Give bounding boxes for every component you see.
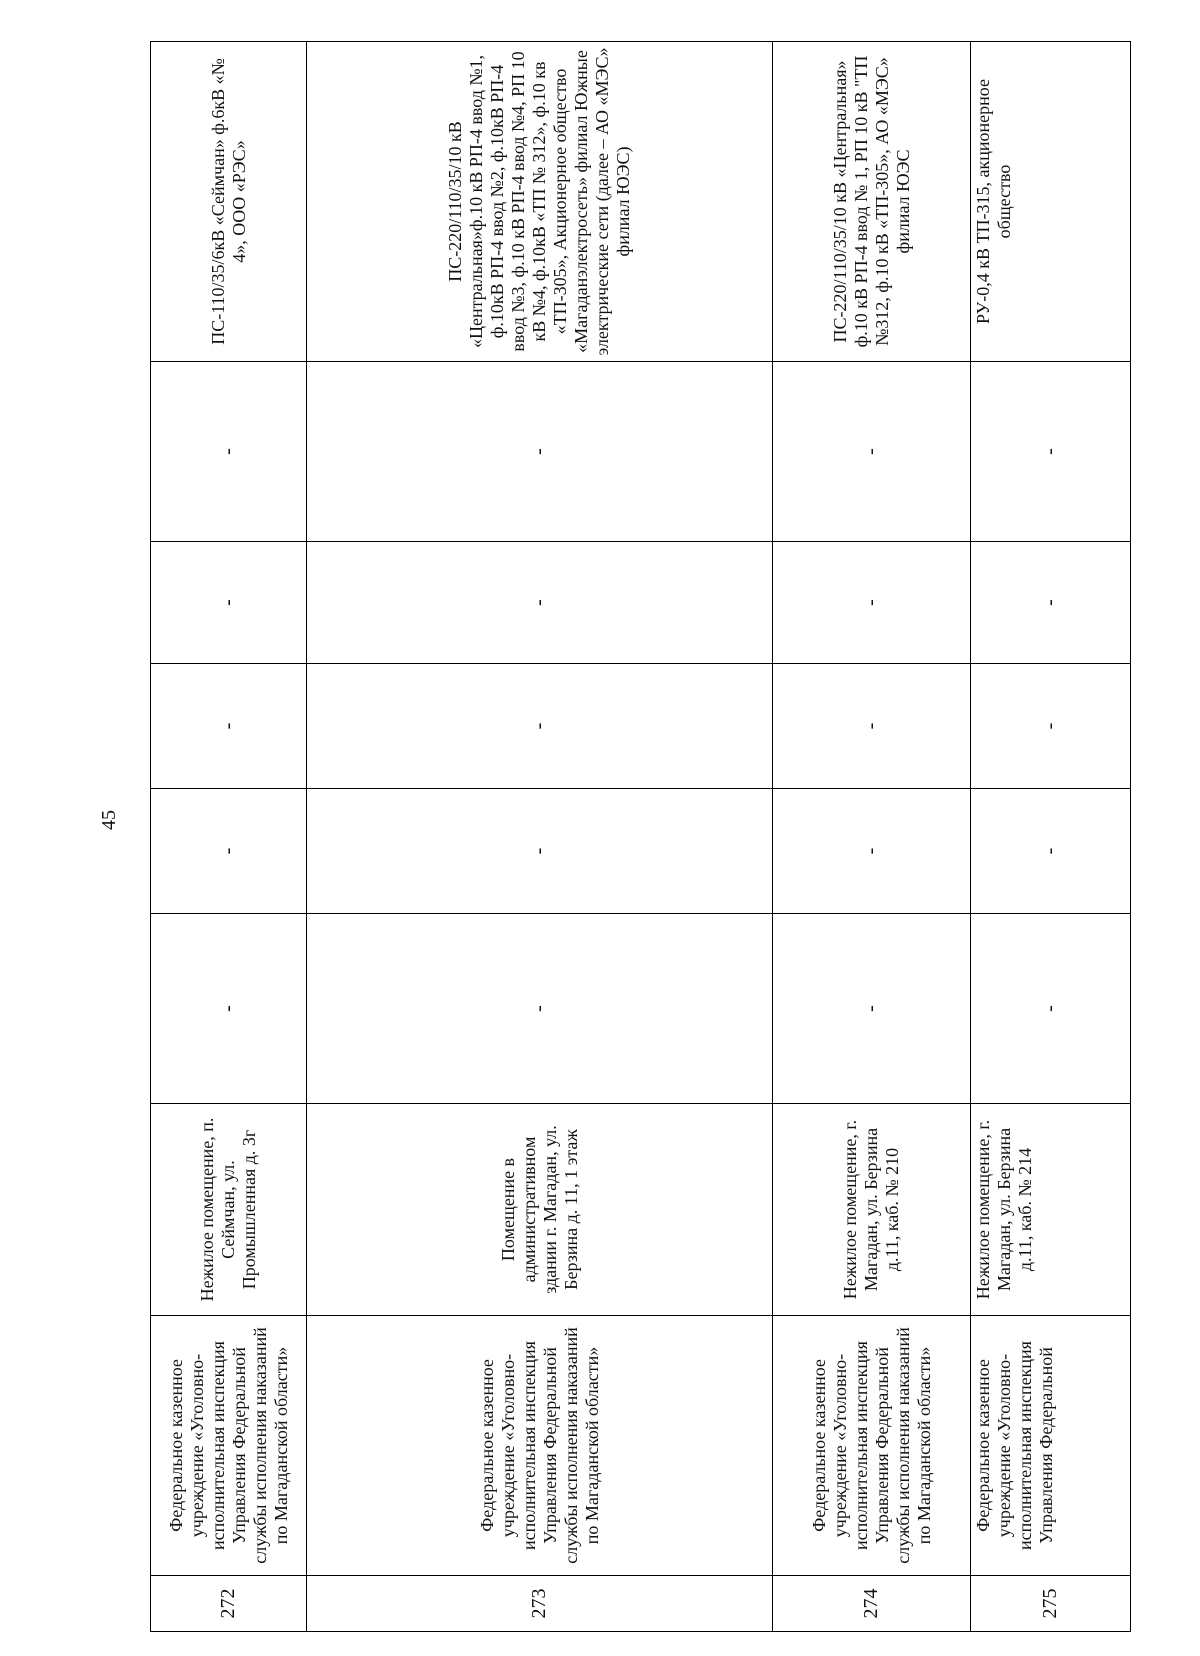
premises-cell: Нежилое помещение, г. Магадан, ул. Берзина д.11, каб. № 214 bbox=[971, 1104, 1131, 1316]
row-number: 274 bbox=[773, 1576, 971, 1632]
page-number: 45 bbox=[98, 810, 120, 830]
dash-cell: - bbox=[151, 914, 307, 1104]
dash-cell: - bbox=[151, 789, 307, 914]
power-source-cell: ПС-110/35/6кВ «Сеймчан» ф.6кВ «№ 4», ООО «РЭС» bbox=[151, 42, 307, 362]
dash-cell: - bbox=[307, 542, 773, 664]
power-source-cell: ПС-220/110/35/10 кВ «Центральная»ф.10 кВ РП-4 ввод №1, ф.10кВ РП-4 ввод №2, ф.10кВ РП-4 ввод №3, ф.10 кВ РП-4 ввод №4, РП 10 кВ №4, ф.10кВ «ТП № 312», ф.10 кв «ТП-305», Акционерное общество «Магаданэлектросеть» филиал Южные электрические сети (далее – АО «МЭС» филиал ЮЭС) bbox=[307, 42, 773, 362]
power-source-cell: РУ-0,4 кВ ТП-315, акционерное общество bbox=[971, 42, 1131, 362]
premises-cell: Нежилое помещение, п. Сеймчан, ул. Промышленная д. 3г bbox=[151, 1104, 307, 1316]
organization-cell: Федеральное казенное учреждение «Уголовно-исполнительная инспекция Управления Федеральной bbox=[971, 1316, 1131, 1576]
dash-cell: - bbox=[773, 542, 971, 664]
dash-cell: - bbox=[307, 664, 773, 789]
dash-cell: - bbox=[971, 542, 1131, 664]
dash-cell: - bbox=[773, 664, 971, 789]
premises-cell: Помещение в административном здании г. Магадан, ул. Берзина д. 11, 1 этаж bbox=[307, 1104, 773, 1316]
dash-cell: - bbox=[773, 362, 971, 542]
row-number: 275 bbox=[971, 1576, 1131, 1632]
power-source-cell: ПС-220/110/35/10 кВ «Центральная» ф.10 кВ РП-4 ввод № 1, РП 10 кВ "ТП №312, ф.10 кВ «ТП-305», АО «МЭС» филиал ЮЭС bbox=[773, 42, 971, 362]
organization-cell: Федеральное казенное учреждение «Уголовно-исполнительная инспекция Управления Федеральной службы исполнения наказаний по Магаданской области» bbox=[307, 1316, 773, 1576]
dash-cell: - bbox=[773, 914, 971, 1104]
dash-cell: - bbox=[307, 914, 773, 1104]
dash-cell: - bbox=[971, 664, 1131, 789]
dash-cell: - bbox=[971, 362, 1131, 542]
table-row bbox=[971, 42, 1131, 1632]
dash-cell: - bbox=[307, 789, 773, 914]
table-row bbox=[307, 42, 773, 1632]
table-row bbox=[773, 42, 971, 1632]
data-table bbox=[150, 41, 1131, 1632]
organization-cell: Федеральное казенное учреждение «Уголовно-исполнительная инспекция Управления Федеральной службы исполнения наказаний по Магаданской области» bbox=[151, 1316, 307, 1576]
dash-cell: - bbox=[307, 362, 773, 542]
rotated-table-container bbox=[150, 42, 1130, 1632]
dash-cell: - bbox=[971, 789, 1131, 914]
row-number: 272 bbox=[151, 1576, 307, 1632]
row-number: 273 bbox=[307, 1576, 773, 1632]
organization-cell: Федеральное казенное учреждение «Уголовно-исполнительная инспекция Управления Федеральной службы исполнения наказаний по Магаданской области» bbox=[773, 1316, 971, 1576]
dash-cell: - bbox=[151, 362, 307, 542]
premises-cell: Нежилое помещение, г. Магадан, ул. Берзина д.11, каб. № 210 bbox=[773, 1104, 971, 1316]
dash-cell: - bbox=[151, 542, 307, 664]
dash-cell: - bbox=[773, 789, 971, 914]
table-row bbox=[151, 42, 307, 1632]
dash-cell: - bbox=[151, 664, 307, 789]
dash-cell: - bbox=[971, 914, 1131, 1104]
